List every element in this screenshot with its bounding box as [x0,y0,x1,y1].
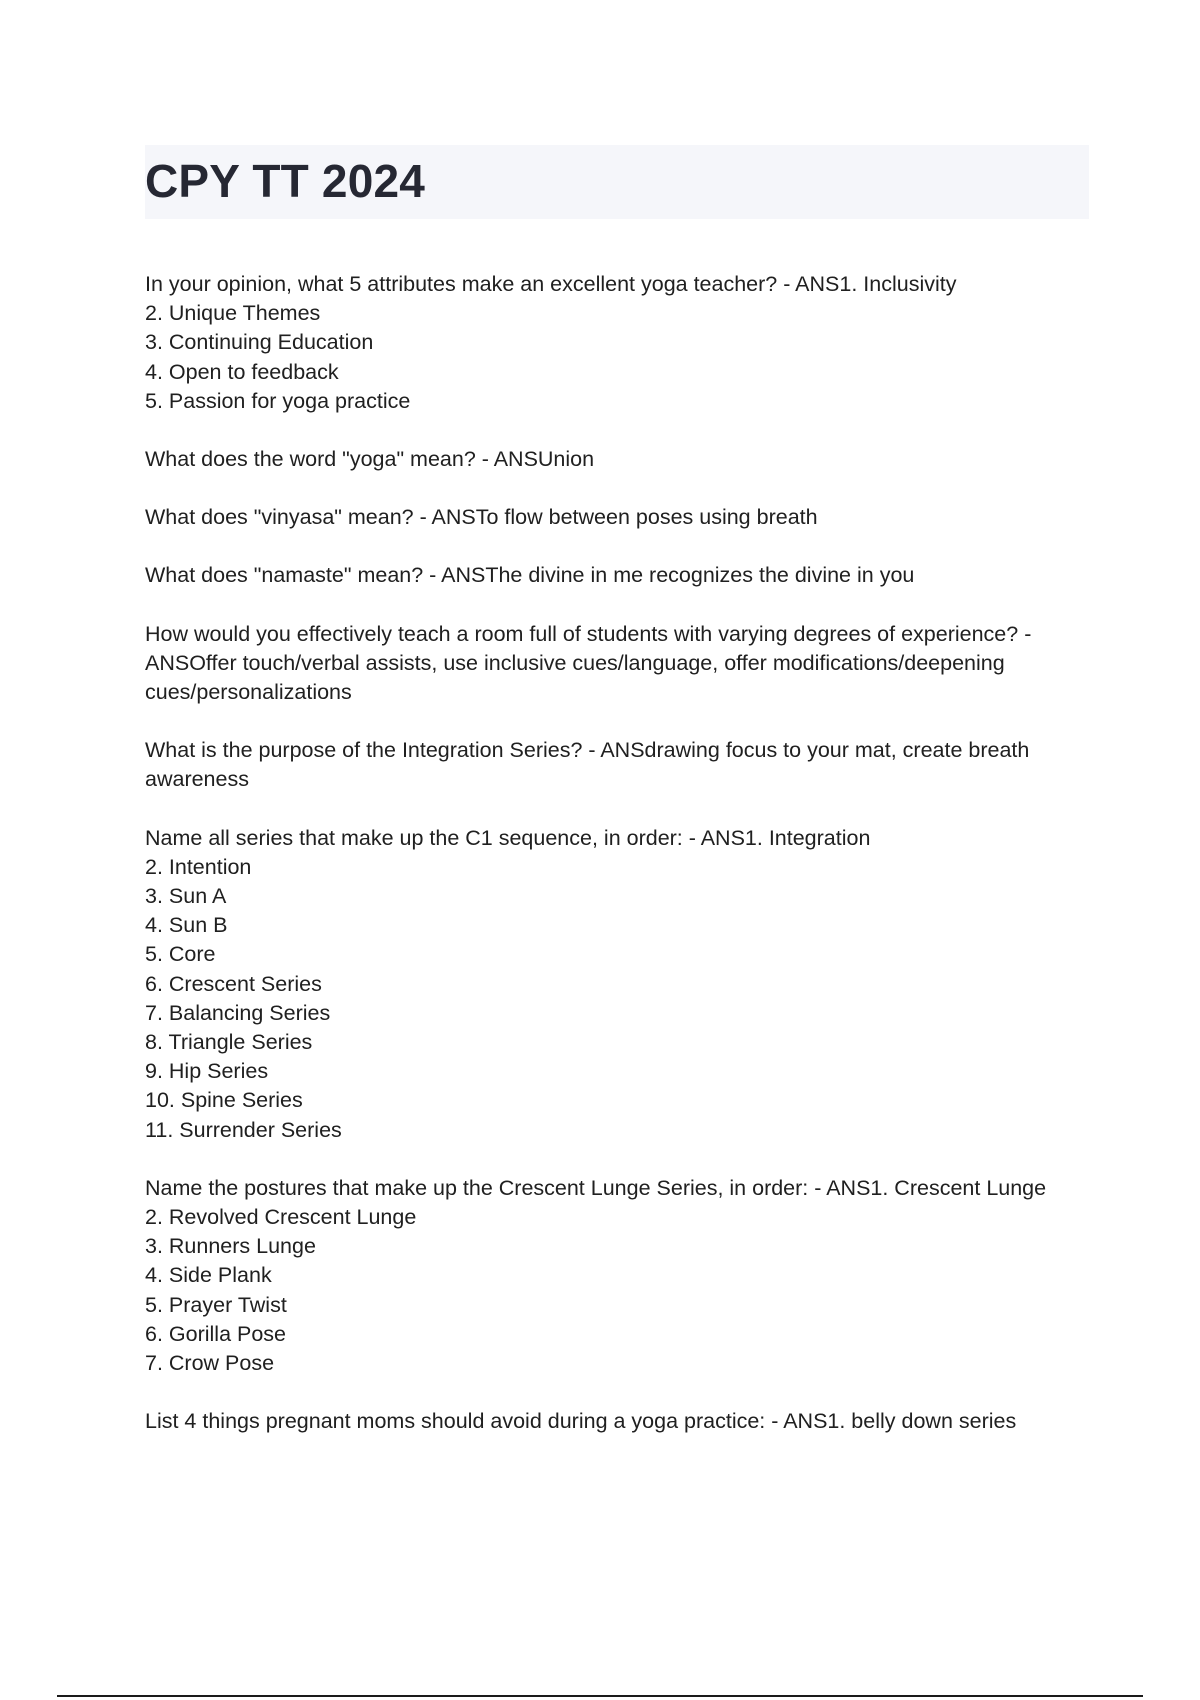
answer-line: 5. Passion for yoga practice [145,388,411,413]
answer-line: 10. Spine Series [145,1088,303,1113]
qa-item [145,561,1095,590]
question-line: List 4 things pregnant moms should avoid during a yoga practice: - ANS1. belly down series [145,1409,1017,1434]
answer-line: 2. Unique Themes [145,301,321,326]
page-title: CPY TT 2024 [145,155,426,207]
answer-line: 3. Sun A [145,884,227,909]
qa-item [145,503,1095,532]
answer-line: 2. Intention [145,854,252,879]
question-line: Name the postures that make up the Crescent Lunge Series, in order: - ANS1. Crescent Lunge [145,1175,1047,1200]
answer-line: 7. Crow Pose [145,1351,275,1376]
answer-line: 8. Triangle Series [145,1030,313,1055]
question-line: Name all series that make up the C1 sequence, in order: - ANS1. Integration [145,825,871,850]
qa-item [145,824,1095,1145]
qa-item [145,620,1095,708]
answer-line: 3. Runners Lunge [145,1234,316,1259]
answer-line: ANSOffer touch/verbal assists, use inclusive cues/language, offer modifications/deepening [145,650,1005,675]
question-line: What does the word "yoga" mean? - ANSUnion [145,447,595,472]
question-line: What is the purpose of the Integration Series? - ANSdrawing focus to your mat, create breath [145,738,1030,763]
answer-line: 11. Surrender Series [145,1117,342,1142]
title-band [145,145,1089,219]
answer-line: 5. Core [145,942,216,967]
qa-item [145,736,1095,794]
qa-list [145,270,1095,1466]
answer-line: cues/personalizations [145,680,352,705]
qa-item [145,270,1095,416]
answer-line: 4. Side Plank [145,1263,272,1288]
answer-line: 3. Continuing Education [145,330,374,355]
question-line: What does "namaste" mean? - ANSThe divine in me recognizes the divine in you [145,563,915,588]
question-line: How would you effectively teach a room full of students with varying degrees of experience? - [145,621,1032,646]
qa-item [145,1407,1095,1436]
answer-line: 6. Gorilla Pose [145,1321,287,1346]
answer-line: 6. Crescent Series [145,971,322,996]
answer-line: 2. Revolved Crescent Lunge [145,1205,417,1230]
answer-line: 4. Open to feedback [145,359,339,384]
answer-line: 7. Balancing Series [145,1000,331,1025]
answer-line: 9. Hip Series [145,1059,269,1084]
answer-line: 4. Sun B [145,913,228,938]
answer-line: awareness [145,767,249,792]
qa-item [145,445,1095,474]
footer-divider [57,1695,1143,1697]
question-line: What does "vinyasa" mean? - ANSTo flow between poses using breath [145,505,818,530]
qa-item [145,1174,1095,1378]
question-line: In your opinion, what 5 attributes make an excellent yoga teacher? - ANS1. Inclusivity [145,272,957,296]
answer-line: 5. Prayer Twist [145,1292,287,1317]
